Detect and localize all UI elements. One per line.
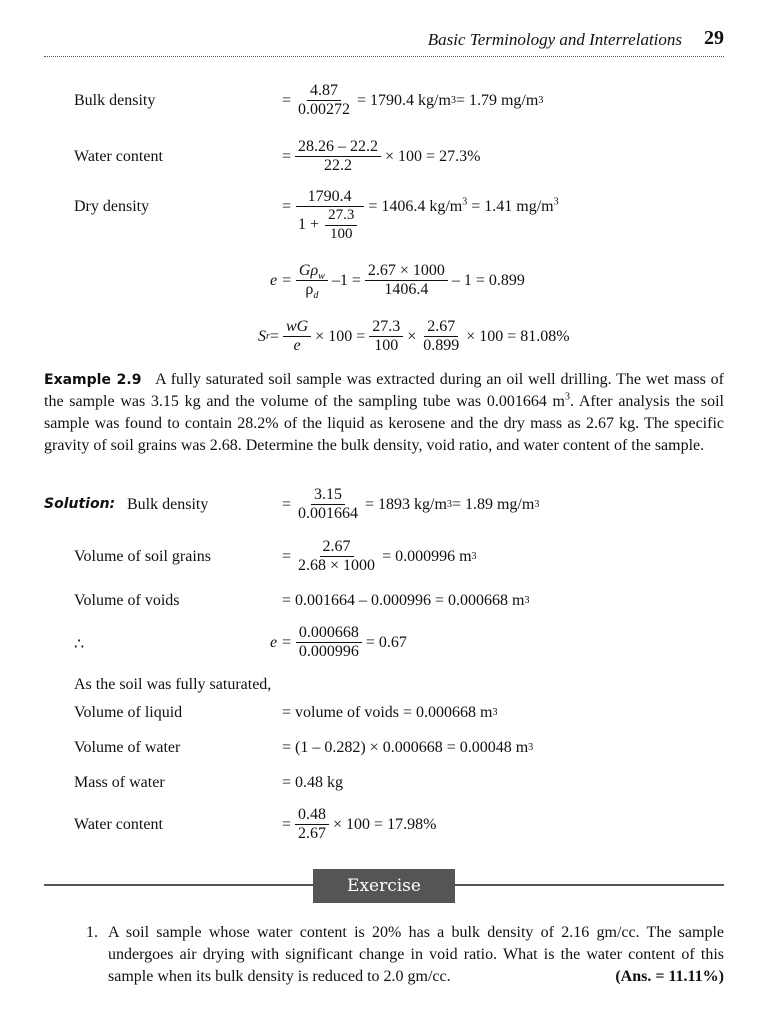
mass-water-label: Mass of water (74, 774, 165, 791)
dry-density-equation: = 1790.4 1 + $\frac{27.3}{100}$ = 1406.4 $kg/m^3 = 1.41$ $mg/m^3$ (282, 188, 559, 242)
voids-equation: = 0.001664 – 0.000996 = 0.000668 m 3 (282, 592, 530, 609)
solution-bulk-label: Bulk density (127, 496, 209, 513)
saturation-equation: S r = $\frac{wG}{e}$ × 100 = $\frac{27.3}{100}$ × $\frac{2.67}{0.899}$ × 100 = 81.08% (258, 318, 570, 355)
water-content-equation: = $\frac{28.26 - 22.2}{22.2}$ × 100 = 27.3% (282, 138, 481, 175)
example-label: Example 2.9 (44, 372, 142, 388)
page-number: 29 (704, 27, 724, 49)
mass-water-equation: = 0.48 kg (282, 774, 344, 791)
exercise-answer: (Ans. = 11.11%) (615, 968, 724, 985)
example-paragraph: Example 2.9 A fully saturated soil sample was extracted during an oil well drilling. The wet mass of the sample was 3.15 kg and the volume of the sampling tube was 0.001664 $m^3$. After analysis the soil sample was found to contain 28.2% of the liquid as kerosene and the dry mass as 2.67 kg. The specific gravity of soil grains was 2.68. Determine the bulk density, void ratio, and water content of the sample. (44, 371, 724, 454)
saturated-note: As the soil was fully saturated, (74, 676, 272, 693)
solution-water-content-label: Water content (74, 816, 163, 833)
water-volume-equation: = (1 – 0.282) × 0.000668 = 0.00048 m 3 (282, 739, 534, 756)
soil-grains-equation: = $\frac{2.67}{2.68 \times 1000}$ = 0.000996 m 3 (282, 538, 477, 575)
water-content-label: Water content (74, 148, 163, 165)
liquid-equation: = volume of voids = 0.000668 m 3 (282, 704, 498, 721)
solution-label: Solution: (44, 496, 116, 512)
voids-label: Volume of voids (74, 592, 180, 609)
liquid-label: Volume of liquid (74, 704, 183, 721)
bulk-density-equation: = $\frac{4.87}{0.00272}$ = 1790.4 kg/m 3 = 1.79 mg/m 3 (282, 82, 544, 119)
solution-bulk-equation: = $\frac{3.15}{0.001664}$ = 1893 kg/m 3 = 1.89 mg/m 3 (282, 486, 540, 523)
dry-density-label: Dry density (74, 198, 150, 215)
running-header (44, 28, 724, 57)
bulk-density-label: Bulk density (74, 92, 156, 109)
solution-water-content-equation: = $\frac{0.48}{2.67}$ × 100 = 17.98% (282, 806, 437, 843)
header-title: Basic Terminology and Interrelations (427, 30, 682, 49)
therefore-symbol: ∴ (74, 636, 85, 653)
exercise-title: Exercise (313, 869, 455, 903)
soil-grains-label: Volume of soil grains (74, 548, 212, 565)
exercise-item-text: A soil sample whose water content is 20% has a bulk density of 2.16 gm/cc. The sample undergoes air drying with significant change in void ratio. What is the water content of this sample when its bulk density is reduced to 2.0 gm/cc. (Ans. = 11.11%) (108, 922, 724, 988)
solution-void-ratio-equation: e = $\frac{0.000668}{0.000996}$ = 0.67 (270, 624, 407, 661)
water-volume-label: Volume of water (74, 739, 181, 756)
exercise-item-number: 1. (86, 924, 98, 941)
void-ratio-equation: e = $\frac{G\rho_w}{\rho_d}$ –1 = $\frac{2.67 \times 1000}{1406.4}$ – 1 = 0.899 (270, 262, 525, 302)
